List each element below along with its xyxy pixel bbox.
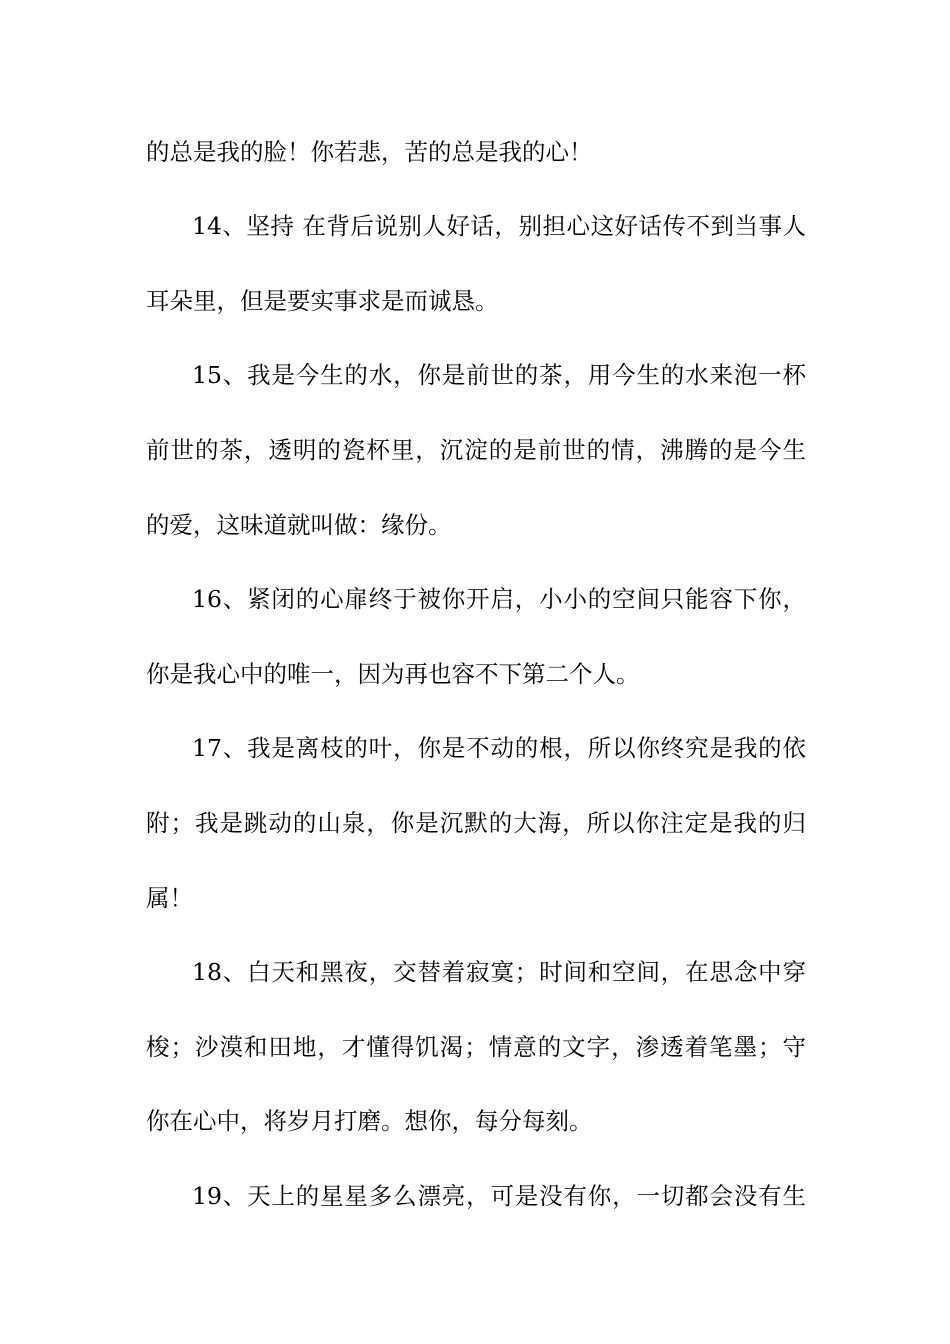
text-line: 附；我是跳动的山泉，你是沉默的大海，所以你注定是我的归 [146, 809, 806, 837]
text-line: 17、我是离枝的叶，你是不动的根，所以你终究是我的依 [192, 734, 806, 762]
text-line: 属！ [146, 884, 193, 912]
text-line: 耳朵里，但是要实事求是而诚恳。 [146, 287, 499, 315]
text-line: 梭；沙漠和田地，才懂得饥渴；情意的文字，渗透着笔墨；守 [146, 1033, 806, 1061]
text-line: 的爱，这味道就叫做：缘份。 [146, 511, 452, 539]
text-line: 18、白天和黑夜，交替着寂寞；时间和空间，在思念中穿 [192, 958, 806, 986]
text-line: 你在心中，将岁月打磨。想你，每分每刻。 [146, 1107, 593, 1135]
text-line: 14、坚持 在背后说别人好话，别担心这好话传不到当事人 [192, 212, 806, 240]
text-line: 16、紧闭的心扉终于被你开启，小小的空间只能容下你， [192, 585, 806, 613]
text-line: 15、我是今生的水，你是前世的茶，用今生的水来泡一杯 [192, 361, 806, 389]
text-line: 你是我心中的唯一，因为再也容不下第二个人。 [146, 660, 640, 688]
text-line: 19、天上的星星多么漂亮，可是没有你，一切都会没有生 [192, 1182, 806, 1210]
text-line: 前世的茶，透明的瓷杯里，沉淀的是前世的情，沸腾的是今生 [146, 436, 806, 464]
text-line: 的总是我的脸！你若悲，苦的总是我的心！ [146, 138, 593, 166]
